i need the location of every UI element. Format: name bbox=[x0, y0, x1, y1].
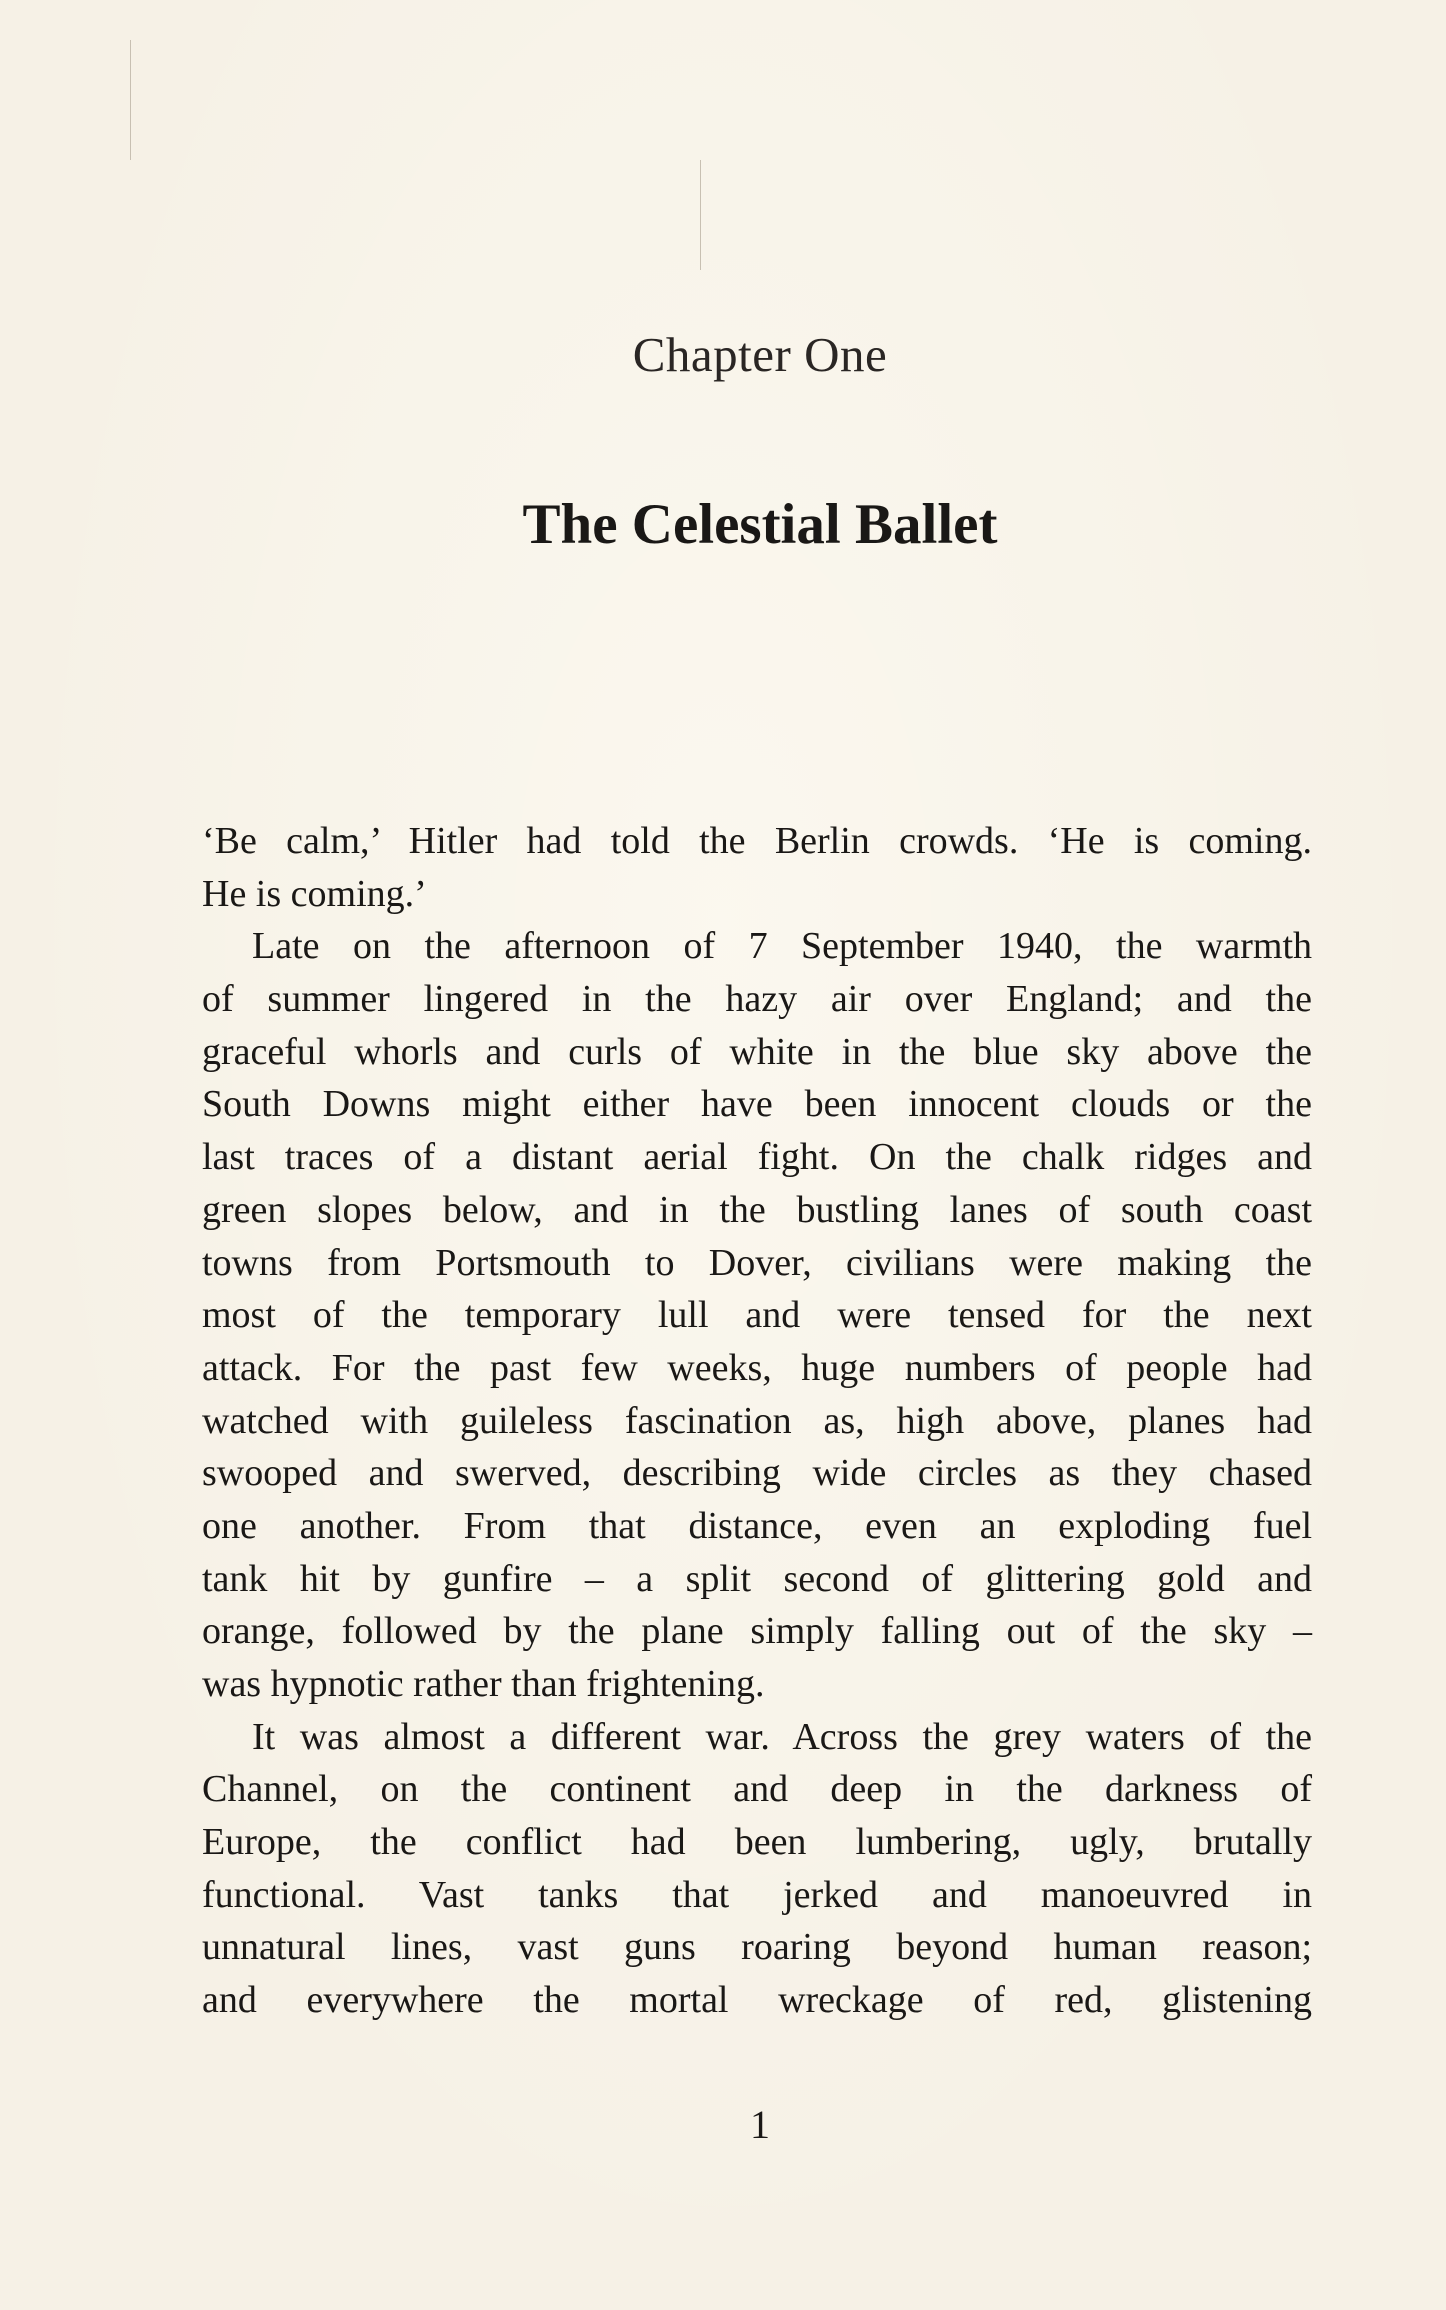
text-line: last traces of a distant aerial fight. On the chalk ridges and bbox=[202, 1136, 1312, 1179]
text-line: swooped and swerved, describing wide circles as they chased bbox=[202, 1452, 1312, 1495]
text-line: It was almost a different war. Across the grey waters of the bbox=[252, 1715, 1312, 1758]
text-line: green slopes below, and in the bustling lanes of south coast bbox=[202, 1188, 1312, 1231]
chapter-number: Chapter One bbox=[632, 327, 888, 382]
text-line: Europe, the conflict had been lumbering, ugly, brutally bbox=[202, 1821, 1312, 1864]
scan-artifact bbox=[700, 160, 701, 270]
text-line: He is coming.’ bbox=[202, 872, 427, 915]
text-line: was hypnotic rather than frightening. bbox=[202, 1663, 765, 1705]
text-line: tank hit by gunfire – a split second of glittering gold and bbox=[202, 1557, 1312, 1600]
text-line: attack. For the past few weeks, huge numbers of people had bbox=[202, 1346, 1312, 1389]
body-text bbox=[202, 815, 1312, 2027]
text-line: most of the temporary lull and were tensed for the next bbox=[202, 1294, 1312, 1337]
text-line: graceful whorls and curls of white in the blue sky above the bbox=[202, 1030, 1312, 1073]
text-line: ‘Be calm,’ Hitler had told the Berlin crowds. ‘He is coming. bbox=[202, 820, 1312, 862]
chapter-title: The Celestial Ballet bbox=[522, 493, 998, 556]
text-line: of summer lingered in the hazy air over England; and the bbox=[202, 978, 1312, 1021]
text-line: South Downs might either have been innocent clouds or the bbox=[202, 1083, 1312, 1126]
page-number: 1 bbox=[750, 2102, 770, 2147]
text-line: unnatural lines, vast guns roaring beyond human reason; bbox=[202, 1926, 1312, 1969]
text-line: one another. From that distance, even an exploding fuel bbox=[202, 1504, 1312, 1547]
text-line: towns from Portsmouth to Dover, civilians were making the bbox=[202, 1241, 1312, 1284]
text-line: Channel, on the continent and deep in the darkness of bbox=[202, 1768, 1312, 1811]
scan-artifact bbox=[130, 40, 131, 160]
text-line: Late on the afternoon of 7 September 1940, the warmth bbox=[252, 925, 1312, 968]
text-line: functional. Vast tanks that jerked and manoeuvred in bbox=[202, 1873, 1312, 1916]
text-line: watched with guileless fascination as, high above, planes had bbox=[202, 1399, 1312, 1442]
text-line: orange, followed by the plane simply falling out of the sky – bbox=[202, 1610, 1312, 1653]
text-line: and everywhere the mortal wreckage of red, glistening bbox=[202, 1979, 1312, 2022]
